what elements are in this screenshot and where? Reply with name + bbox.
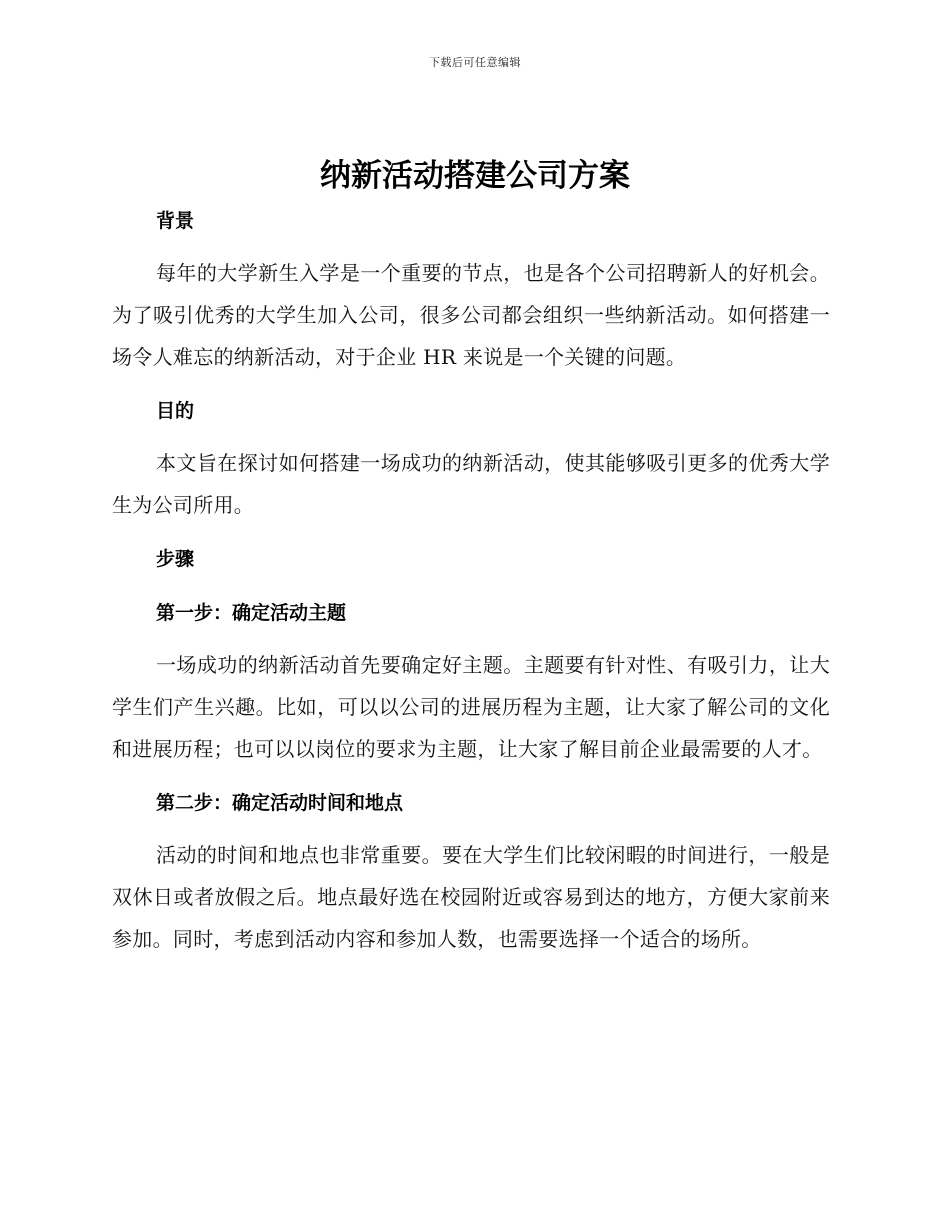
section-heading-steps: 步骤 (156, 548, 195, 570)
section-heading-purpose: 目的 (156, 400, 195, 422)
paragraph-step1: 一场成功的纳新活动首先要确定好主题。主题要有针对性、有吸引力，让大学生们产生兴趣。比如，可以以公司的进展历程为主题，让大家了解公司的文化和进展历程；也可以以岗位的要求为主题，让大家了解目前企业最需要的人才。 (112, 653, 830, 761)
section-heading-background: 背景 (156, 210, 195, 232)
document-title: 纳新活动搭建公司方案 (320, 158, 630, 194)
step1-heading: 第一步：确定活动主题 (156, 602, 347, 624)
paragraph-background: 每年的大学新生入学是一个重要的节点，也是各个公司招聘新人的好机会。为了吸引优秀的大学生加入公司，很多公司都会组织一些纳新活动。如何搭建一场令人难忘的纳新活动，对于企业 HR 来说是一个关键的问题。 (112, 261, 830, 369)
document-body (112, 200, 830, 972)
paragraph-step2: 活动的时间和地点也非常重要。要在大学生们比较闲暇的时间进行，一般是双休日或者放假之后。地点最好选在校园附近或容易到达的地方，方便大家前来参加。同时，考虑到活动内容和参加人数，也需要选择一个适合的场所。 (112, 843, 830, 951)
header-note: 下载后可任意编辑 (429, 56, 521, 69)
step2-heading: 第二步：确定活动时间和地点 (156, 792, 404, 814)
paragraph-purpose: 本文旨在探讨如何搭建一场成功的纳新活动，使其能够吸引更多的优秀大学生为公司所用。 (112, 451, 830, 517)
